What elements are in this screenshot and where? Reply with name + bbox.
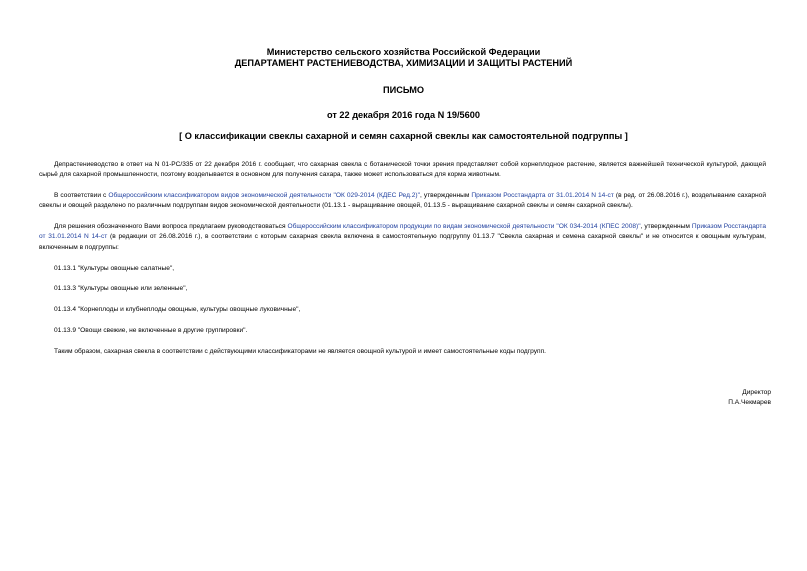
- paragraph-okved: [39, 191, 766, 212]
- text-fragment: (в редакции от 26.08.2016 г.), в соответствии с которым сахарная свекла включена в самостоятельную подгруппу 01.13.7 "Свекла сахарная и семена сахарной свеклы" и не относится к овощным культурам, включенным в подгруппы:: [39, 233, 766, 251]
- list-item: 01.13.1 "Культуры овощные салатные",: [54, 264, 175, 272]
- rosstandart-order-link-2[interactable]: Приказом Росстандарта от 31.01.2014 N 14-ст: [39, 223, 766, 241]
- ministry-name: Министерство сельского хозяйства Российской Федерации: [266, 47, 541, 57]
- document-date-number: от 22 декабря 2016 года N 19/5600: [326, 110, 480, 120]
- list-item: 01.13.9 "Овощи свежие, не включенные в другие группировки".: [54, 326, 248, 334]
- text-fragment: , утвержденным: [640, 223, 692, 231]
- list-item: 01.13.4 "Корнеплоды и клубнеплоды овощные, культуры овощные луковичные",: [54, 306, 301, 314]
- text-fragment: Для решения обозначенного Вами вопроса предлагаем руководствоваться: [54, 223, 288, 231]
- text-fragment: (в ред. от 26.08.2016 г.), возделывание сахарной свеклы и овощей разделено по различным подгруппам видов экономической деятельности (01.13.1 - выращивание овощей, 01.13.5 - выращивание сахарной свеклы и семян сахарной свеклы).: [39, 192, 767, 210]
- paragraph-conclusion: Таким образом, сахарная свекла в соответствии с действующими классификаторами не является овощной культурой и имеет самостоятельные коды подгрупп.: [54, 347, 546, 355]
- department-name: ДЕПАРТАМЕНТ РАСТЕНИЕВОДСТВА, ХИМИЗАЦИИ И ЗАЩИТЫ РАСТЕНИЙ: [234, 58, 573, 68]
- rosstandart-order-link[interactable]: Приказом Росстандарта от 31.01.2014 N 14-ст: [471, 192, 614, 200]
- document-type: ПИСЬМО: [382, 85, 425, 95]
- signature-block: [728, 388, 771, 409]
- okved-classifier-link[interactable]: Общероссийским классификатором видов экономической деятельности "ОК 029-2014 (КДЕС Ред.2)": [108, 192, 420, 200]
- signatory-name: П.А.Чекмарев: [728, 399, 771, 407]
- signatory-position: Директор: [742, 389, 771, 396]
- text-fragment: В соответствии с: [54, 192, 109, 200]
- paragraph-intro: Депрастениеводство в ответ на N 01-РС/335 от 22 декабря 2016 г. сообщает, что сахарная свекла с ботанической точки зрения представляет собой корнеплодное растение, является важнейшей технической культурой, дающей сырьё для сахарной промышленности, поэтому возделывается в основном для получения сахара, также может использоваться для корма животным.: [39, 161, 766, 179]
- document-header: [0, 47, 807, 121]
- paragraph-okpd: [39, 222, 766, 253]
- document-body: [39, 160, 766, 368]
- text-fragment: , утвержденным: [419, 192, 472, 200]
- document-subject: [ О классификации свеклы сахарной и семян сахарной свеклы как самостоятельной подгруппы ]: [179, 131, 628, 141]
- okpd-classifier-link[interactable]: Общероссийским классификатором продукции по видам экономической деятельности "ОК 034-2014 (КПЕС 2008)": [287, 223, 641, 231]
- list-item: 01.13.3 "Культуры овощные или зеленные",: [54, 285, 188, 293]
